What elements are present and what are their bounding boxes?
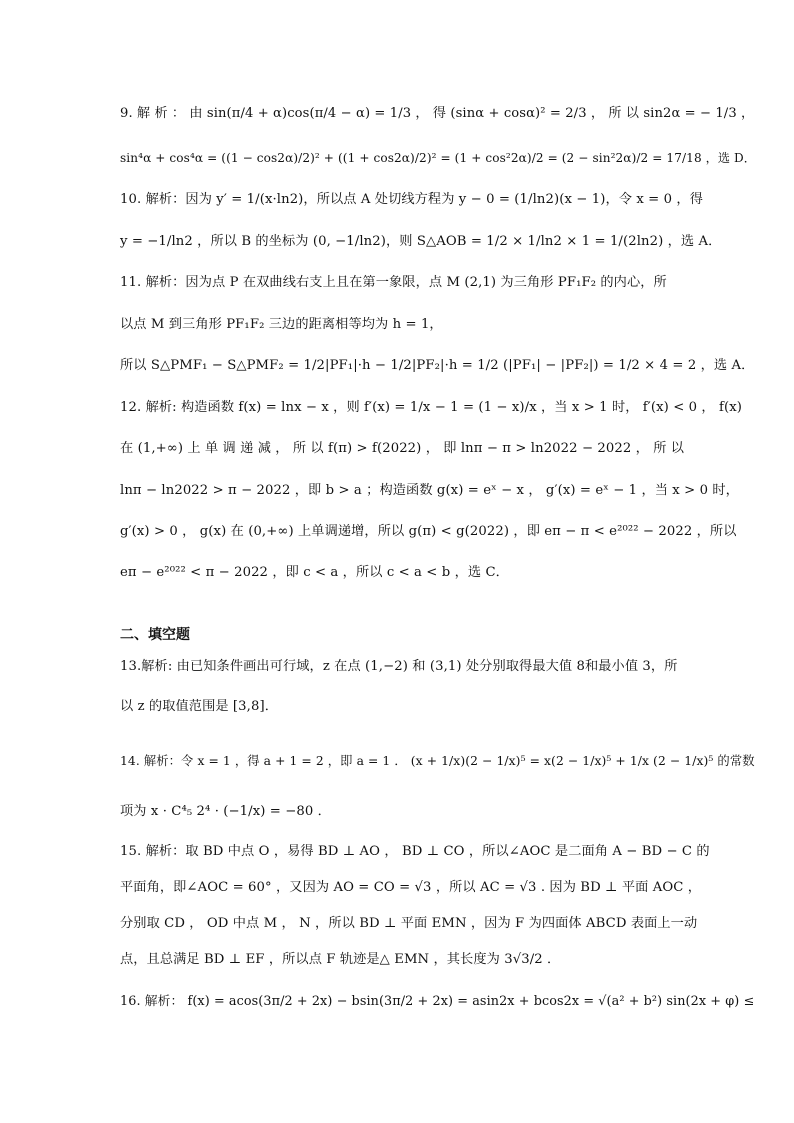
- section-heading-fill-in: 二、填空题: [120, 627, 190, 643]
- solution-11-line-1: 11. 解析：因为点 P 在双曲线右支上且在第一象限，点 M (2,1) 为三角形 PF₁F₂ 的内心，所: [120, 275, 667, 290]
- solution-12-line-2: 在 (1,+∞) 上 单 调 递 减 ， 所 以 f(π) > f(2022) ， 即 lnπ − π > ln2022 − 2022 ， 所 以: [120, 441, 685, 456]
- solution-12-line-3: lnπ − ln2022 > π − 2022 ，即 b > a ；构造函数 g(x) = eˣ − x ， g′(x) = eˣ − 1 ，当 x > 0 时，: [120, 483, 739, 498]
- solution-15-line-4: 点，且总满足 BD ⊥ EF ，所以点 F 轨迹是△ EMN ，其长度为 3√3/2 ．: [120, 952, 561, 967]
- solution-10-line-2: y = −1/ln2 ，所以 B 的坐标为 (0, −1/ln2)，则 S△AOB = 1/2 × 1/ln2 × 1 = 1/(2ln2) ，选 A．: [120, 234, 722, 249]
- solution-11-line-3: 所以 S△PMF₁ − S△PMF₂ = 1/2|PF₁|·h − 1/2|PF₂|·h = 1/2 (|PF₁| − |PF₂|) = 1/2 × 4 = 2 ，选 A．: [120, 358, 755, 373]
- solution-13-line-2: 以 z 的取值范围是 [3,8]．: [120, 699, 278, 714]
- solution-12-line-4: g′(x) > 0 ， g(x) 在 (0,+∞) 上单调递增，所以 g(π) < g(2022) ，即 eπ − π < e²⁰²² − 2022 ，所以: [120, 524, 737, 539]
- solution-12-line-5: eπ − e²⁰²² < π − 2022 ，即 c < a ，所以 c < a < b ，选 C．: [120, 565, 509, 580]
- solution-11-line-2: 以点 M 到三角形 PF₁F₂ 三边的距离相等均为 h = 1，: [120, 317, 443, 332]
- solution-15-line-2: 平面角，即∠AOC = 60° ，又因为 AO = CO = √3 ，所以 AC = √3 . 因为 BD ⊥ 平面 AOC ，: [120, 880, 702, 895]
- solution-10-line-1: 10. 解析：因为 y′ = 1/(x·ln2)，所以点 A 处切线方程为 y − 0 = (1/ln2)(x − 1)，令 x = 0 ，得: [120, 192, 703, 207]
- solution-12-line-1: 12. 解析: 构造函数 f(x) = lnx − x ，则 f′(x) = 1/x − 1 = (1 − x)/x ，当 x > 1 时， f′(x) < 0 ， f(x): [120, 400, 743, 415]
- solution-15-line-1: 15. 解析：取 BD 中点 O ，易得 BD ⊥ AO ， BD ⊥ CO ，所以∠AOC 是二面角 A − BD − C 的: [120, 844, 710, 859]
- solution-9-line-1: 9. 解 析 ： 由 sin(π/4 + α)cos(π/4 − α) = 1/3 ， 得 (sinα + cosα)² = 2/3 ， 所 以 sin2α = − 1/3 ，: [120, 106, 755, 121]
- solution-16-line-1: 16. 解析： f(x) = acos(3π/2 + 2x) − bsin(3π/2 + 2x) = asin2x + bcos2x = √(a² + b²) sin(2x + φ) ≤: [120, 994, 755, 1009]
- solution-13-line-1: 13.解析: 由已知条件画出可行域，z 在点 (1,−2) 和 (3,1) 处分别取得最大值 8和最小值 3，所: [120, 659, 678, 674]
- solution-14-line-2: 项为 x · C⁴₅ 2⁴ · (−1/x) = −80 ．: [120, 804, 331, 819]
- solution-9-line-2: sin⁴α + cos⁴α = ((1 − cos2α)/2)² + ((1 + cos2α)/2)² = (1 + cos²2α)/2 = (2 − sin²2α)/2 = 17/18 ，选 D．: [120, 151, 756, 165]
- solution-14-line-1: 14. 解析：令 x = 1 ，得 a + 1 = 2 ，即 a = 1 ． (x + 1/x)(2 − 1/x)⁵ = x(2 − 1/x)⁵ + 1/x (2 − 1/x)⁵ 的常数: [120, 754, 755, 768]
- solution-15-line-3: 分别取 CD ， OD 中点 M ， N ，所以 BD ⊥ 平面 EMN ，因为 F 为四面体 ABCD 表面上一动: [120, 916, 698, 931]
